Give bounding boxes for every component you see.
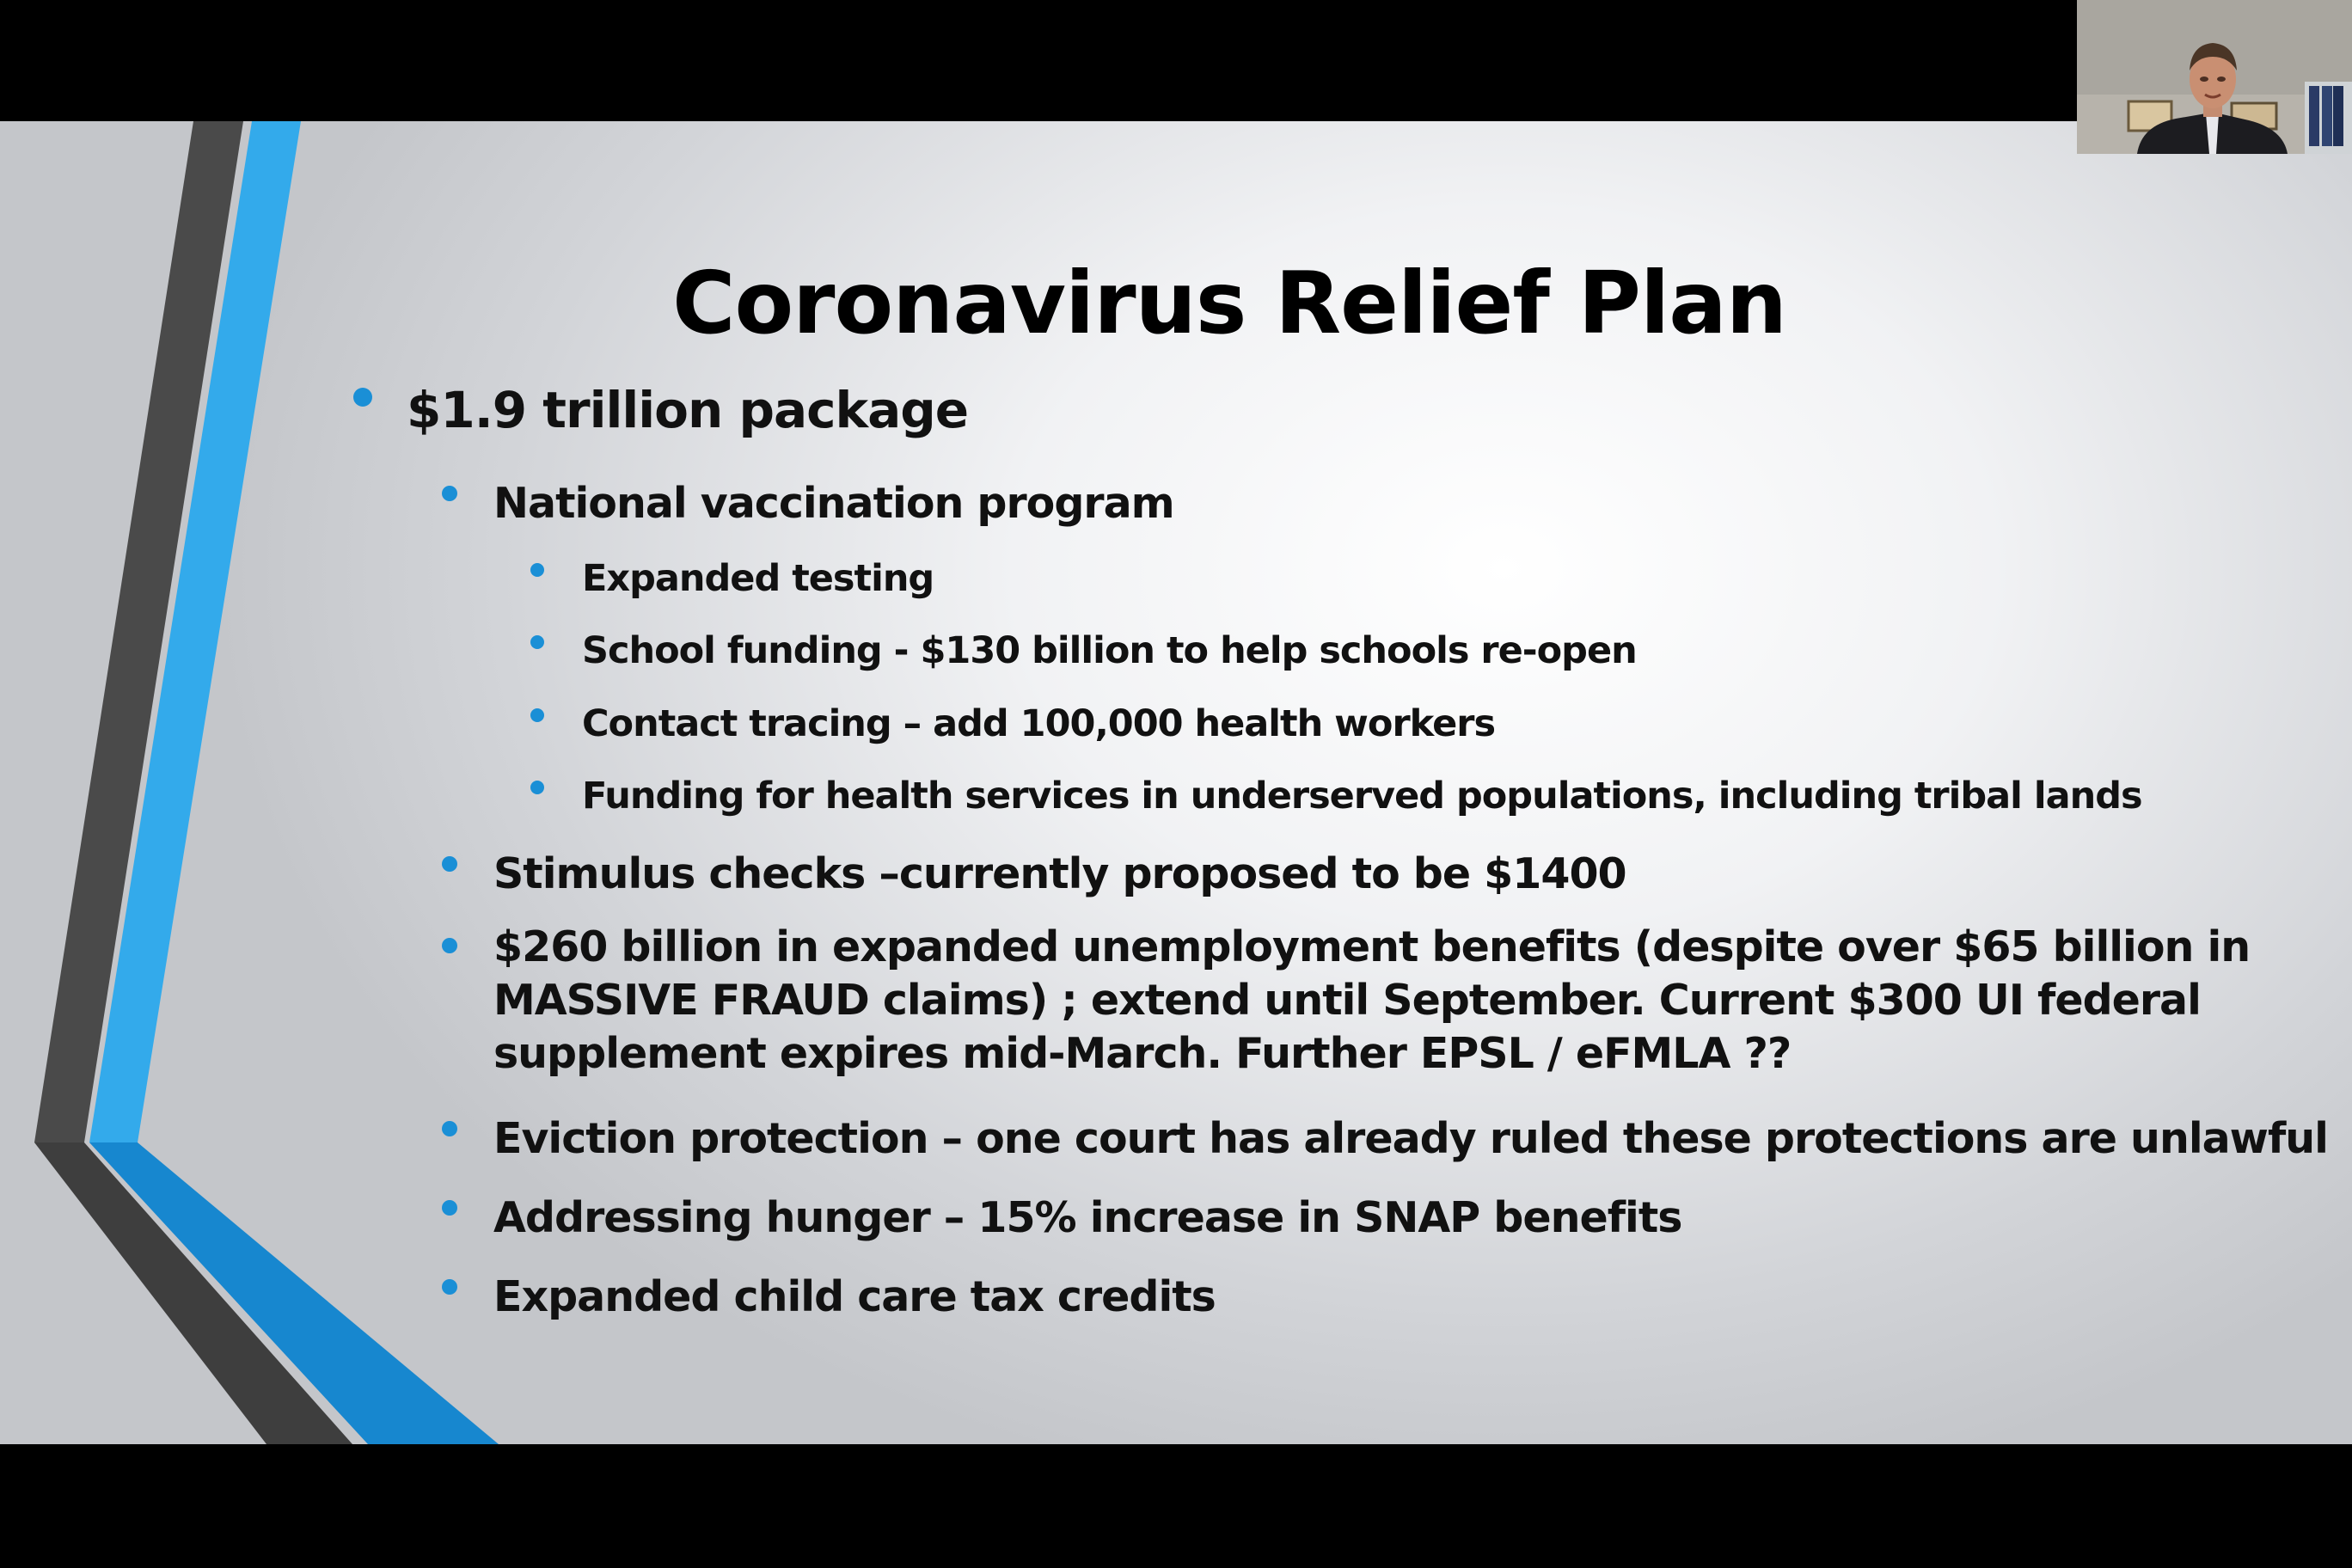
bullet-text: Addressing hunger – 15% increase in SNAP benefits [493,1193,1682,1242]
bullet-text: School funding - $130 billion to help schools re-open [582,629,1637,672]
person-video-icon [2077,0,2352,154]
bullet-text-line-1: $260 billion in expanded unemployment benefits (despite over $65 billion in [493,922,2251,971]
bullet-text: Stimulus checks –currently proposed to be $1400 [493,849,1626,898]
bullet-childcare [493,1272,1216,1321]
bullet-vaccination [493,479,1174,528]
bullet-text: National vaccination program [493,479,1174,528]
bullet-unemployment [493,921,2250,1081]
bullet-text: $1.9 trillion package [407,381,969,439]
bullet-dot-icon [442,938,457,953]
bullet-text: Expanded child care tax credits [493,1272,1216,1321]
bullet-dot-icon [530,563,544,577]
bullet-text: Contact tracing – add 100,000 health workers [582,702,1496,745]
bullet-dot-icon [442,1121,457,1136]
bullet-package [407,381,968,439]
bullet-text-line-2: MASSIVE FRAUD claims) ; extend until September. Current $300 UI federal [493,976,2201,1025]
bullet-eviction [493,1114,2328,1163]
bullet-text: Expanded testing [582,557,934,600]
bullet-dot-icon [353,388,372,407]
bottom-letterbox [0,1444,2352,1568]
webcam-thumbnail[interactable] [2077,0,2352,154]
bullet-dot-icon [530,708,544,722]
bullet-stimulus [493,849,1626,898]
bullet-testing [582,557,934,600]
top-letterbox [0,0,2352,121]
bullet-text-line-3: supplement expires mid-March. Further EPSL / eFMLA ?? [493,1029,1792,1078]
bullet-text: Funding for health services in underserved populations, including tribal lands [582,775,2142,818]
bullet-text: Eviction protection – one court has already ruled these protections are unlawful [493,1114,2328,1163]
bullet-dot-icon [530,635,544,649]
bullet-dot-icon [442,486,457,501]
bullet-dot-icon [442,1200,457,1216]
bullet-tracing [582,702,1495,745]
slide-title: Coronavirus Relief Plan [672,253,1786,353]
bullet-dot-icon [530,781,544,794]
bullet-dot-icon [442,1279,457,1295]
presentation-slide [0,121,2352,1444]
bullet-hunger [493,1193,1681,1242]
bullet-dot-icon [442,856,457,872]
bullet-health [582,775,2142,818]
bullet-school [582,629,1637,672]
